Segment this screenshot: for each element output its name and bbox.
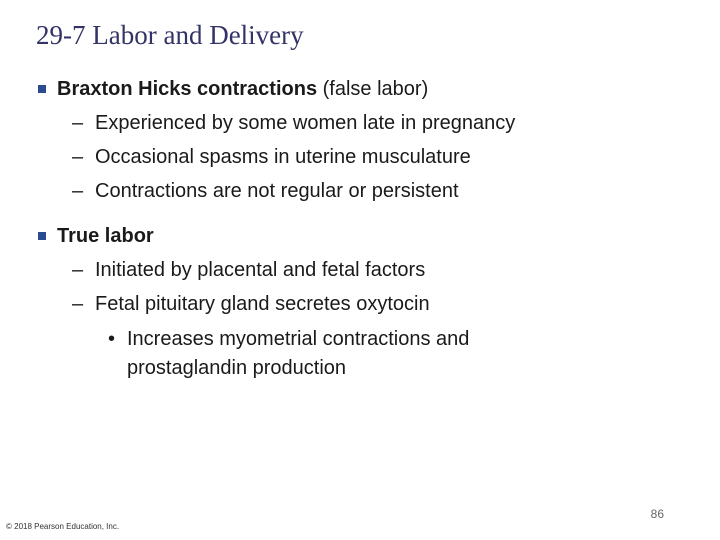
dash-bullet-icon: –: [72, 180, 84, 202]
sub-sub-bullet-item-continued: prostaglandin production: [127, 357, 347, 379]
bullet-heading-bold: True labor: [57, 225, 154, 247]
bullet-heading-bold: Braxton Hicks contractions: [57, 78, 318, 100]
bullet-heading-braxton-hicks: [57, 76, 428, 102]
dash-bullet-icon: –: [72, 259, 84, 281]
bullet-heading-true-labor: [57, 223, 154, 249]
sub-bullet-item: Contractions are not regular or persistent: [95, 180, 459, 202]
square-bullet-icon: [38, 232, 46, 240]
copyright-footer: © 2018 Pearson Education, Inc.: [6, 522, 120, 531]
dash-bullet-icon: –: [72, 293, 84, 315]
sub-bullet-item: Experienced by some women late in pregnancy: [95, 112, 516, 134]
sub-bullet-item: Occasional spasms in uterine musculature: [95, 146, 471, 168]
sub-bullet-item: Initiated by placental and fetal factors: [95, 259, 426, 281]
slide-title: 29-7 Labor and Delivery: [36, 20, 304, 50]
bullet-heading-rest: (false labor): [317, 78, 429, 100]
dash-bullet-icon: –: [72, 146, 84, 168]
square-bullet-icon: [38, 85, 46, 93]
dot-bullet-icon: •: [108, 328, 116, 350]
page-number: 86: [650, 507, 664, 521]
sub-bullet-item: Fetal pituitary gland secretes oxytocin: [95, 293, 430, 315]
sub-sub-bullet-item: Increases myometrial contractions and: [127, 328, 470, 350]
dash-bullet-icon: –: [72, 112, 84, 134]
